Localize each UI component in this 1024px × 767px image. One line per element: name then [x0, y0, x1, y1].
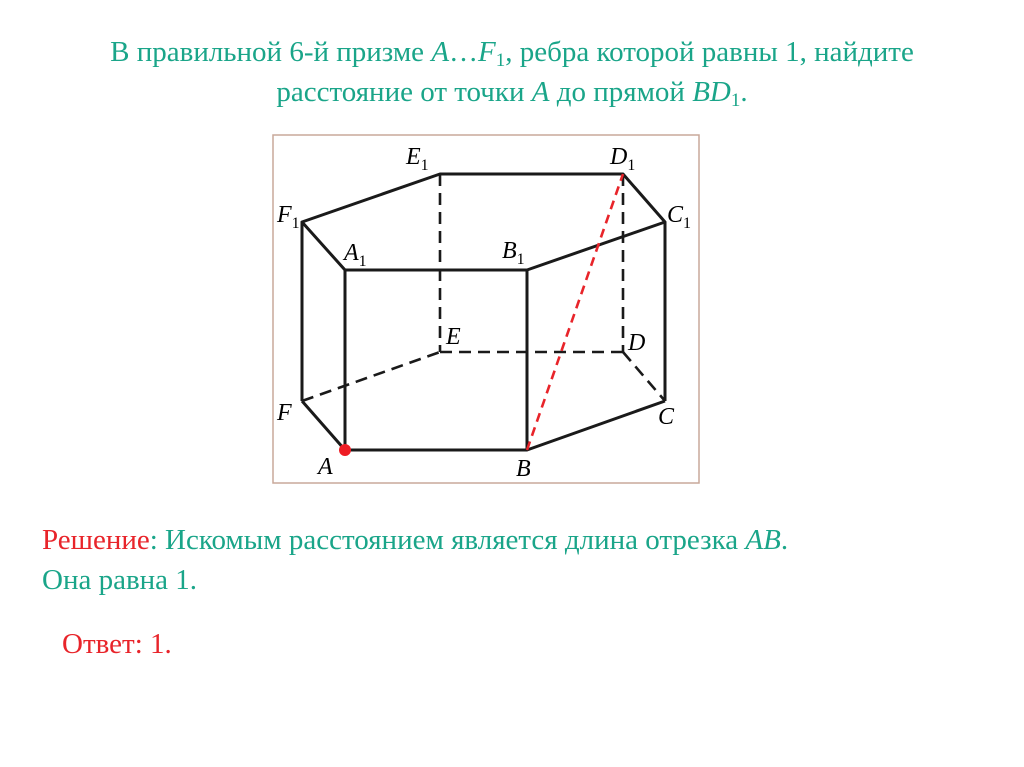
- problem-text: расстояние от точки: [276, 76, 532, 108]
- solution-line-1: [42, 520, 982, 560]
- prism-figure: [272, 134, 700, 484]
- point-label: A: [531, 76, 550, 108]
- segment-label: AB: [745, 524, 781, 556]
- solution-colon: :: [149, 524, 166, 556]
- line-label: BD: [692, 76, 731, 108]
- vertex-a-label: A: [318, 454, 333, 480]
- vertex-b-label: B: [516, 456, 531, 482]
- answer-block: [62, 624, 172, 664]
- problem-line-1: [20, 32, 1004, 72]
- problem-text: В правильной 6-й призме: [110, 36, 432, 68]
- prism-to-subscript: 1: [495, 50, 506, 71]
- vertex-b1-label: $B_1$: [502, 238, 525, 268]
- line-subscript: 1: [730, 90, 741, 111]
- vertex-d-label: D: [628, 330, 646, 356]
- problem-text: , ребра которой равны 1, найдите: [505, 36, 914, 68]
- solution-label: Решение: [42, 524, 150, 556]
- solution-text: Искомым расстоянием является длина отрезка: [165, 524, 746, 556]
- vertex-d1-label: $D_1$: [610, 144, 636, 174]
- solution-block: [42, 520, 982, 600]
- answer-value: : 1.: [134, 628, 172, 660]
- solution-end: .: [780, 524, 789, 556]
- vertex-c-label: C: [658, 404, 675, 430]
- problem-statement: [20, 32, 1004, 112]
- vertex-a1-label: $A_1$: [344, 240, 367, 270]
- solution-line-2: Она равна 1.: [42, 564, 198, 596]
- vertex-f-label: F: [277, 400, 292, 426]
- prism-to: F: [478, 36, 496, 68]
- vertex-e1-label: $E_1$: [406, 144, 429, 174]
- point-a-marker: [339, 444, 351, 456]
- problem-text: .: [740, 76, 748, 108]
- problem-line-2: [20, 72, 1004, 112]
- vertex-e-label: E: [446, 324, 461, 350]
- prism-from: A: [431, 36, 450, 68]
- prism-diagram: [272, 134, 700, 484]
- vertex-f1-label: $F_1$: [277, 202, 300, 232]
- vertex-c1-label: $C_1$: [667, 202, 692, 232]
- problem-text: до прямой: [549, 76, 693, 108]
- answer-label: Ответ: [62, 628, 135, 660]
- ellipsis: …: [449, 36, 479, 68]
